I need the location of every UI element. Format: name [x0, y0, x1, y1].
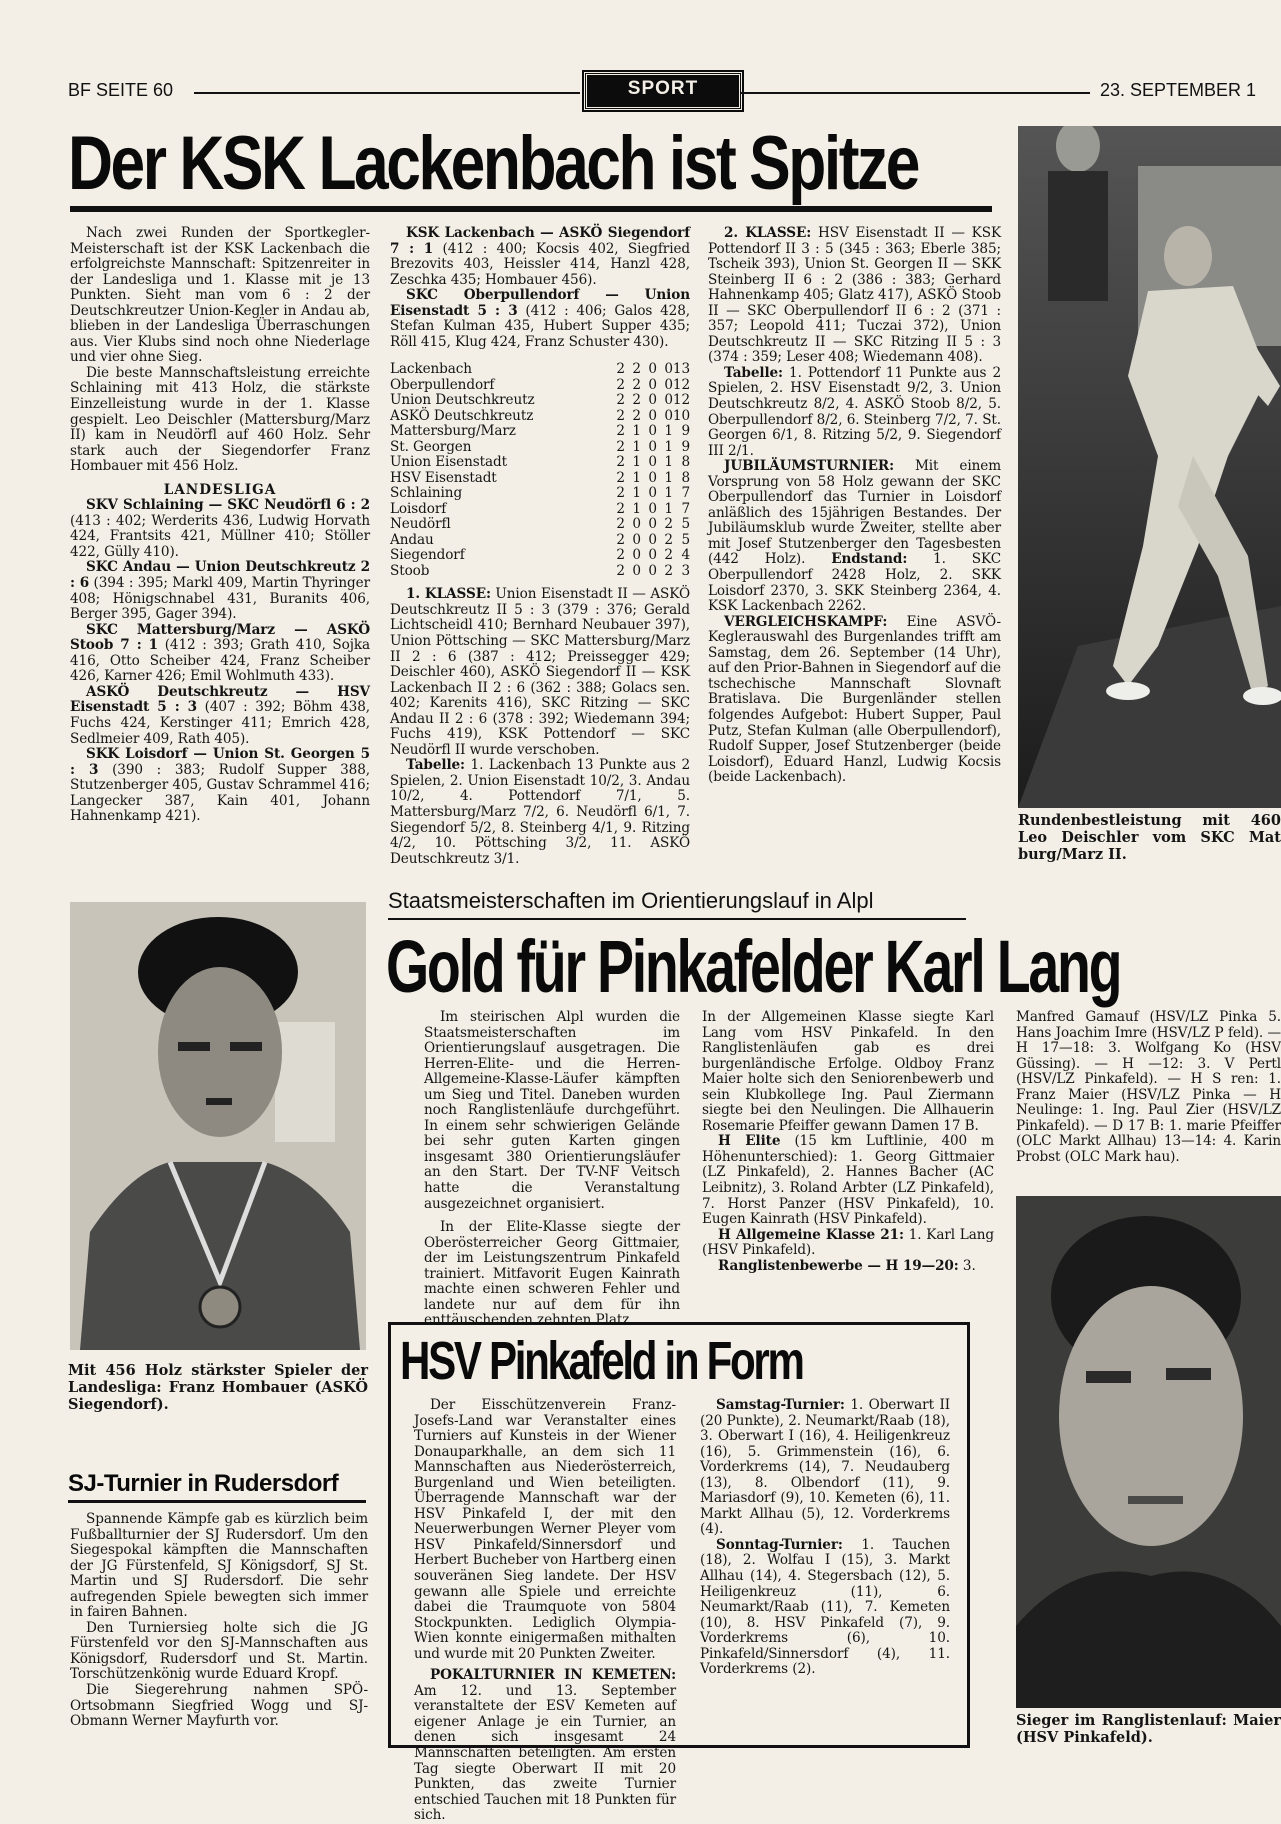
table-cell: 1 — [632, 423, 641, 440]
table-cell: 0 — [648, 392, 657, 409]
kicker-rule — [388, 918, 966, 920]
team-name: Loisdorf — [390, 500, 447, 517]
article2-col2 — [702, 1010, 994, 1274]
maier-photo-caption: Sieger im Ranglistenlauf: Maier (HSV Pinkafeld). — [1016, 1712, 1281, 1746]
hombauer-photo-image — [70, 902, 366, 1350]
page-number: BF SEITE 60 — [68, 80, 174, 100]
article2-kicker: Staatsmeisterschaften im Orientierungslauf in Alpl — [388, 888, 874, 913]
header-rule-left — [194, 92, 580, 94]
team-name: Siegendorf — [390, 547, 465, 564]
league-table-row — [390, 362, 690, 378]
ranglisten-continued: Manfred Gamauf (HSV/LZ Pinka 5. Hans Joachim Imre (HSV/LZ P feld). — H 17—18: 3. Wolfgang Ko (HSV Güssing). — H —12: 3. V Pertl (HSV/LZ Pinkafeld). — H S ren: 1. Franz Maier (HSV/LZ Pinka — H Neulinge: 1. Ing. Paul Zier (HSV/LZ Pinkafeld). — D 17 B: 1. marie Pfeiffer (OLC Markt Allhau) 13—14: 4. Karin Probst (OLC Mark hau). — [1016, 1010, 1281, 1165]
issue-date: 23. SEPTEMBER 1 — [1100, 80, 1257, 100]
team-name: Lackenbach — [390, 361, 472, 378]
league-table-row — [390, 378, 690, 394]
klasse2-text: 2. KLASSE: HSV Eisenstadt II — KSK Pottendorf II 3 : 5 (345 : 363; Eberle 385; Tscheik 393), Union St. Georgen II — SKK Steinberg II 6 : 2 (386 : 383; Gerhard Hahnenkamp 405; Glatz 417), ASKÖ Stoob II — SKC Oberpullendorf II 6 : 2 (371 : 357; Leopold 411; Tuczai 372), Union Deutschkreutz II — SKC Ritzing II 5 : 3 (374 : 359; Leser 408; Wiedemann 408). — [708, 225, 1001, 366]
article2-col3 — [1016, 1010, 1281, 1190]
table-cell: 0 — [648, 454, 657, 471]
article4-col2 — [700, 1398, 950, 1678]
article3-body — [70, 1512, 368, 1730]
article1-col2 — [390, 226, 690, 867]
table-cell: 0 — [648, 361, 657, 378]
table-cell: 1 — [664, 500, 673, 517]
article1-col3 — [708, 226, 1001, 786]
article4-headline: HSV Pinkafeld in Form — [400, 1331, 803, 1391]
bowler-photo-image — [1018, 126, 1281, 808]
samstag-results: Samstag-Turnier: 1. Oberwart II (20 Punkte), 2. Neumarkt/Raab (18), 3. Oberwart I (16), 4. Heiligenkreuz (16), 5. Grimmenstein (16), 6. Vorderkrems (14), 7. Neudauberg (13), 8. Olbendorf (11), 9. Mariasdorf (9), 10. Kemeten (6), 11. Markt Allhau (5), 12. Vorderkrems (4). — [700, 1397, 950, 1538]
team-name: ASKÖ Deutschkreutz — [390, 407, 534, 424]
league-table-row — [390, 502, 690, 518]
table-cell: 13 — [672, 361, 690, 378]
table-cell: 2 — [616, 469, 625, 486]
table-cell: 1 — [664, 469, 673, 486]
league-table-row — [390, 471, 690, 487]
team-name: Oberpullendorf — [390, 376, 495, 393]
table-cell: 10 — [672, 407, 690, 424]
jubilaeum-text: JUBILÄUMSTURNIER: Mit einem Vorsprung von 58 Holz gewann der SKC Oberpullendorf das Turnier in Loisdorf anläßlich des 15jährigen Bestandes. Der Jubiläumsklub wurde Zweiter, stellte aber mit Josef Stutzenberger den Tagesbesten (442 Holz). Endstand: 1. SKC Oberpullendorf 2428 Holz, 2. SKK Loisdorf 2370, 3. SKK Steinberg 2364, 4. KSK Lackenbach 2262. — [708, 458, 1001, 615]
landesliga-title: LANDESLIGA — [163, 481, 277, 498]
result-item: SKV Schlaining — SKC Neudörfl 6 : 2 (413 : 402; Werderits 436, Ludwig Horvath 424, Frantsits 421, Müllner 410; Stöller 422, Gülly 410). — [70, 497, 370, 560]
klasse1-text: 1. KLASSE: Union Eisenstadt II — ASKÖ Deutschkreutz II 5 : 3 (379 : 376; Gerald Lichtscheidl 410; Bernhard Neubauer 397), Union Pöttsching — SKC Mattersburg/Marz II 2 : 6 (387 : 412; Preissegger 429; Deischler 460), ASKÖ Siegendorf II — KSK Lackenbach II 2 : 6 (362 : 388; Golacs sen. 402; Karenits 416), SKC Ritzing — SKC Andau II 2 : 6 (378 : 392; Wiedemann 394; Fuchs 419), KSK Pottendorf — SKC Neudörfl II wurde verschoben. — [390, 586, 690, 758]
table-cell: 2 — [616, 516, 625, 533]
team-name: HSV Eisenstadt — [390, 469, 497, 486]
table-cell: 1 — [664, 454, 673, 471]
tabelle1-text: Tabelle: 1. Lackenbach 13 Punkte aus 2 Spielen, 2. Union Eisenstadt 10/2, 3. Andau 10/2, 4. Pottendorf 7/1, 5. Mattersburg/Marz 7/2, 6. Neudörfl 6/1, 7. Siegendorf 5/2, 8. Steinberg 4/1, 9. Ritzing 4/2, 10. Pöttsching 3/2, 11. ASKÖ Deutschkreutz 3/1. — [390, 757, 690, 867]
article3-para1: Spannende Kämpfe gab es kürzlich beim Fußballturnier der SJ Rudersdorf. Um den Siegespokal kämpften die Mannschaften der JG Fürstenfeld, SJ Königsdorf, SJ St. Martin und SJ Rudersdorf. Die sehr aufregenden Spiele bewegten sich immer in fairen Bahnen. — [70, 1511, 368, 1621]
team-name: Schlaining — [390, 485, 463, 502]
table-cell: 0 — [648, 423, 657, 440]
table-cell: 2 — [632, 361, 641, 378]
article2-para1: Im steirischen Alpl wurden die Staatsmeisterschaften im Orientierungslauf ausgetragen. Die Herren-Elite- und die Herren-Allgemeine-Klasse-Läufer kämpften um Sieg und Titel. Daneben wurden noch Ranglistenläufe durchgeführt. In einem sehr schwierigen Gelände bei sehr guten Karten gingen insgesamt 380 Orientierungsläufer an den Start. Der TV-NF Veitsch hatte die Veranstaltung ausgezeichnet organisiert. — [424, 1009, 680, 1212]
result-item: SKK Loisdorf — Union St. Georgen 5 : 3 (390 : 383; Rudolf Supper 388, Stutzenberger 405, Gustav Schrammel 416; Langecker 387, Kain 401, Johann Hahnenkamp 421). — [70, 746, 370, 825]
hombauer-photo — [70, 902, 366, 1350]
table-cell: 2 — [664, 547, 673, 564]
article1-headline: Der KSK Lackenbach ist Spitze — [68, 121, 918, 206]
header-rule-right — [740, 92, 1090, 94]
article2-headline: Gold für Pinkafelder Karl Lang — [386, 925, 1121, 1008]
tabelle2-text: Tabelle: 1. Pottendorf 11 Punkte aus 2 Spielen, 2. HSV Eisenstadt 9/2, 3. Union Deutschkreutz 8/2, 4. ASKÖ Stoob 8/2, 5. Oberpullendorf 8/2, 6. Steinberg 7/2, 7. St. Georgen 6/1, 8. Ritzing 5/2, 9. Siegendorf III 2/1. — [708, 364, 1001, 459]
table-cell: 0 — [664, 392, 673, 409]
table-cell: 1 — [632, 454, 641, 471]
headline-rule — [70, 206, 992, 212]
table-cell: 2 — [616, 361, 625, 378]
article2-para3: In der Allgemeinen Klasse siegte Karl Lang vom HSV Pinkafeld. In den Ranglistenläufen gab es drei burgenländische Erfolge. Oldboy Franz Maier holte sich den Seniorenbewerb und sein Klubkollege Ing. Paul Ziermann siegte bei den Neulingen. Die Allhauerin Rosemarie Pfeiffer gewann Damen 17 B. — [702, 1009, 994, 1134]
article3-rule — [68, 1500, 366, 1503]
table-cell: 2 — [616, 485, 625, 502]
table-cell: 4 — [681, 547, 690, 564]
league-table-row — [390, 486, 690, 502]
league-table-row — [390, 533, 690, 549]
sonntag-results: Sonntag-Turnier: 1. Tauchen (18), 2. Wolfau I (15), 3. Markt Allhau (14), 4. Stegersbach (12), 5. Heiligenkreuz (11), 6. Neumarkt/Raab (11), 7. Kemeten (10), 8. HSV Pinkafeld (7), 9. Vorderkrems (6), 10. Pinkafeld/Sinnersdorf (4), 11. Vorderkrems (2). — [700, 1536, 950, 1678]
table-cell: 2 — [616, 454, 625, 471]
result-item: ASKÖ Deutschkreutz — HSV Eisenstadt 5 : 3 (407 : 392; Böhm 438, Fuchs 424, Kerstinger 411; Emrich 428, Sedlmeier 409, Rath 405). — [70, 683, 370, 747]
table-cell: 7 — [681, 485, 690, 502]
bowler-photo-caption: Rundenbestleistung mit 460 Leo Deischler vom SKC Mat burg/Marz II. — [1018, 812, 1281, 863]
table-cell: 0 — [632, 562, 641, 579]
table-cell: 2 — [664, 516, 673, 533]
league-table — [390, 362, 690, 579]
league-table-row — [390, 548, 690, 564]
article1-intro: Nach zwei Runden der Sportkegler-Meisterschaft ist der KSK Lackenbach die erfolgreichste Mannschaft: Spitzenreiter in der Landesliga und 1. Klasse mit je 13 Punkten. Sieht man vom 6 : 2 der Deutschkreutzer Union-Kegler in Andau ab, blieben in der Landesliga Überraschungen aus. Vier Klubs sind noch ohne Niederlage und vier ohne Sieg. — [70, 225, 370, 366]
table-cell: 0 — [648, 407, 657, 424]
table-cell: 2 — [616, 407, 625, 424]
table-cell: 2 — [632, 392, 641, 409]
table-cell: 12 — [672, 376, 690, 393]
maier-photo — [1016, 1196, 1281, 1708]
table-cell: 2 — [616, 376, 625, 393]
table-cell: 0 — [648, 469, 657, 486]
pokal-text: POKALTURNIER IN KEMETEN: Am 12. und 13. September veranstaltete der ESV Kemeten auf eigener Anlage je ein Turnier, an denen sich insgesamt 24 Mannschaften beteiligten. Am ersten Tag siegte Oberwart II mit 20 Punkten, das zweite Turnier entschied Tauchen mit 18 Punkten für sich. — [414, 1667, 676, 1824]
article1-col1 — [70, 226, 370, 825]
result-item: SKC Andau — Union Deutschkreutz 2 : 6 (394 : 395; Markl 409, Martin Thyringer 408; Hönigschnabel 431, Buranits 406, Berger 395, Gager 394). — [70, 559, 370, 623]
table-cell: 0 — [648, 500, 657, 517]
table-cell: 0 — [648, 562, 657, 579]
table-cell: 0 — [632, 531, 641, 548]
table-cell: 1 — [664, 485, 673, 502]
team-name: Mattersburg/Marz — [390, 423, 516, 440]
article4-col1 — [414, 1398, 676, 1824]
league-table-row — [390, 455, 690, 471]
table-cell: 0 — [648, 438, 657, 455]
table-cell: 12 — [672, 392, 690, 409]
result-item: SKC Oberpullendorf — Union Eisenstadt 5 : 3 (412 : 406; Galos 428, Stefan Kulman 435, Hubert Supper 435; Röll 415, Klug 424, Franz Schuster 430). — [390, 287, 690, 350]
article3-para3: Die Siegerehrung nahmen SPÖ-Ortsobmann Siegfried Wogg und SJ-Obmann Werner Mayfurth vor. — [70, 1682, 368, 1730]
table-cell: 2 — [616, 547, 625, 564]
table-cell: 1 — [632, 500, 641, 517]
table-cell: 2 — [616, 562, 625, 579]
table-cell: 1 — [664, 423, 673, 440]
table-cell: 2 — [616, 500, 625, 517]
league-table-row — [390, 440, 690, 456]
article2-col1 — [424, 1010, 680, 1329]
table-cell: 5 — [681, 531, 690, 548]
table-cell: 0 — [648, 376, 657, 393]
article4-para1: Der Eisschützenverein Franz-Josefs-Land war Veranstalter eines Turniers auf Kunsteis in der Wiener Donauparkhalle, an dem sich 11 Mannschaften aus Niederösterreich, Burgenland und Wien beteiligten. Überragende Mannschaft war der HSV Pinkafeld I, der mit den Neuerwerbungen Werner Pleyer vom HSV Pinkafeld/Sinnersdorf und Herbert Bucheber von Hartberg einen souveränen Sieg landete. Der HSV gewann alle Spiele und erreichte dabei die Traumquote von 5804 Stockpunkten. Lediglich Olympia-Wien konnte einigermaßen mithalten und wurde mit 20 Punkten Zweiter. — [414, 1397, 676, 1662]
bowler-photo — [1018, 126, 1281, 808]
table-cell: 9 — [681, 423, 690, 440]
league-table-row — [390, 517, 690, 533]
table-cell: 0 — [664, 361, 673, 378]
elite-results: H Elite (15 km Luftlinie, 400 m Höhenunterschied): 1. Georg Gittmaier (LZ Pinkafeld), 2. Hannes Bacher (AC Leibnitz), 3. Roland Arbter (LZ Pinkafeld), 7. Horst Panzer (HSV Pinkafeld), 10. Eugen Kainrath (HSV Pinkafeld). — [702, 1133, 994, 1228]
team-name: St. Georgen — [390, 438, 472, 455]
table-cell: 7 — [681, 500, 690, 517]
article3-para2: Den Turniersieg holte sich die JG Fürstenfeld vor den SJ-Mannschaften aus Königsdorf, Rudersdorf und St. Martin. Torschützenkönig wurde Eduard Kropf. — [70, 1619, 368, 1683]
section-label: SPORT — [627, 78, 699, 99]
league-table-row — [390, 564, 690, 580]
result-item: KSK Lackenbach — ASKÖ Siegendorf 7 : 1 (412 : 400; Kocsis 402, Siegfried Brezovits 403, Heissler 414, Hanzl 428, Zeschka 435; Hombauer 456). — [390, 225, 690, 288]
table-cell: 1 — [632, 438, 641, 455]
table-cell: 0 — [648, 531, 657, 548]
table-cell: 1 — [664, 438, 673, 455]
league-table-row — [390, 409, 690, 425]
table-cell: 2 — [616, 392, 625, 409]
table-cell: 0 — [648, 547, 657, 564]
table-cell: 1 — [632, 485, 641, 502]
section-banner — [584, 72, 742, 110]
table-cell: 2 — [616, 531, 625, 548]
allgemeine-results: H Allgemeine Klasse 21: 1. Karl Lang (HSV Pinkafeld). — [702, 1226, 994, 1259]
team-name: Neudörfl — [390, 516, 451, 533]
team-name: Union Eisenstadt — [390, 454, 507, 471]
table-cell: 0 — [632, 516, 641, 533]
table-cell: 2 — [632, 376, 641, 393]
table-cell: 8 — [681, 469, 690, 486]
table-cell: 1 — [632, 469, 641, 486]
article1-para2: Die beste Mannschaftsleistung erreichte Schlaining mit 413 Holz, die stärkste Einzelleistung wurde in der 1. Klasse gespielt. Leo Deischler (Mattersburg/Marz II) kam in Neudörfl auf 460 Holz. Sehr stark auch der Siegendorfer Franz Hombauer mit 456 Holz. — [70, 364, 370, 475]
table-cell: 0 — [648, 516, 657, 533]
table-cell: 2 — [632, 407, 641, 424]
table-cell: 8 — [681, 454, 690, 471]
article3-headline: SJ-Turnier in Rudersdorf — [68, 1470, 339, 1497]
team-name: Andau — [390, 531, 434, 548]
table-cell: 0 — [632, 547, 641, 564]
team-name: Union Deutschkreutz — [390, 392, 535, 409]
table-cell: 9 — [681, 438, 690, 455]
table-cell: 2 — [616, 438, 625, 455]
vergleich-text: VERGLEICHSKAMPF: Eine ASVÖ-Keglerauswahl des Burgenlandes trifft am Samstag, dem 26. September (14 Uhr), auf den Prior-Bahnen in Siegendorf auf die tschechische Mannschaft Slovnaft Bratislava. Die Burgenländer stellen folgendes Aufgebot: Hubert Supper, Paul Putz, Stefan Kulman (alle Oberpullendorf), Rudolf Supper, Josef Stutzenberger (beide Loisdorf), Eduard Hanzl, Ludwig Kocsis (beide Lackenbach). — [708, 613, 1001, 786]
team-name: Stoob — [390, 562, 430, 579]
table-cell: 0 — [648, 485, 657, 502]
table-cell: 3 — [681, 562, 690, 579]
league-table-row — [390, 424, 690, 440]
ranglisten-results: Ranglistenbewerbe — H 19—20: 3. — [718, 1257, 976, 1274]
hombauer-photo-caption: Mit 456 Holz stärkster Spieler der Landesliga: Franz Hombauer (ASKÖ Siegendorf). — [68, 1362, 368, 1413]
table-cell: 2 — [616, 423, 625, 440]
table-cell: 2 — [664, 562, 673, 579]
table-cell: 2 — [664, 531, 673, 548]
maier-photo-image — [1016, 1196, 1281, 1708]
table-cell: 0 — [664, 376, 673, 393]
article2-para2: In der Elite-Klasse siegte der Oberösterreicher Georg Gittmaier, der im Leistungszentrum Pinkafeld trainiert. Mitfavorit Eugen Kainrath machte einen schweren Fehler und landete nur auf dem für ihn enttäuschenden zehnten Platz. — [424, 1219, 680, 1329]
table-cell: 0 — [664, 407, 673, 424]
result-item: SKC Mattersburg/Marz — ASKÖ Stoob 7 : 1 (412 : 393; Grath 410, Sojka 416, Otto Scheiber 424, Franz Scheiber 426, Karner 426; Emil Wohlmuth 433). — [70, 621, 370, 685]
league-table-row — [390, 393, 690, 409]
table-cell: 5 — [681, 516, 690, 533]
